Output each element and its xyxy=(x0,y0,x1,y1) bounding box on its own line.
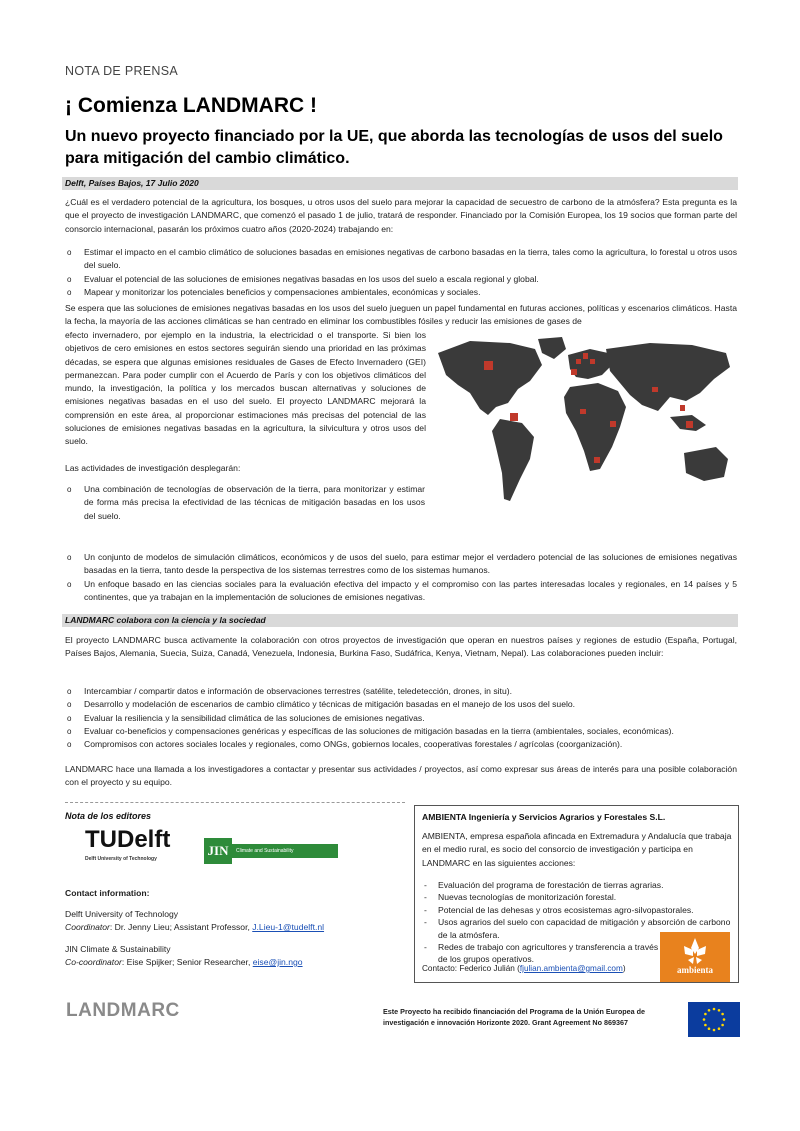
eu-stars-icon xyxy=(688,1002,740,1037)
tudelft-logo-text: TUDelft xyxy=(85,826,171,853)
list-item: o Evaluar la resiliencia y la sensibilidad climática de las soluciones de emisiones negativas. xyxy=(65,712,737,725)
org2-role: Co-coordinator xyxy=(65,957,122,967)
greenland-shape xyxy=(538,337,566,359)
list-item: o Evaluar co-beneficios y compensaciones genéricas y específicas de las soluciones de mitigación basadas en la tierra (ambientales, sociales, económicas). xyxy=(65,725,737,738)
map-marker xyxy=(686,421,693,428)
list-item xyxy=(422,941,660,966)
dash-bullet: - xyxy=(424,904,427,915)
map-marker xyxy=(680,405,685,411)
intro-bullet-list xyxy=(65,246,737,299)
map-marker xyxy=(571,369,577,375)
org1-person: : Dr. Jenny Lieu; Assistant Professor, xyxy=(109,922,253,932)
action-text: Evaluación del programa de forestación de tierras agrarias. xyxy=(438,880,664,890)
divider xyxy=(65,802,405,803)
list-item xyxy=(422,879,734,891)
action-text: Potencial de las dehesas y otros ecosistemas agro-silvopastorales. xyxy=(438,904,694,915)
context-paragraph-top: Se espera que las soluciones de emisiones negativas basadas en los usos del suelo jueguen un papel fundamental en futuras acciones, políticas y escenarios climáticos. Hasta la fecha, la mayoría de las acciones climáticas se han centrado en eliminar los combustibles fósiles y reducir las emisiones de gases de xyxy=(65,303,737,327)
ambienta-heading: AMBIENTA Ingeniería y Servicios Agrarios y Forestales S.L. xyxy=(422,812,666,822)
collab-bullet-list xyxy=(65,685,737,751)
org1-contact xyxy=(65,921,324,934)
landmarc-brand: LANDMARC xyxy=(66,1000,180,1021)
dash-bullet: - xyxy=(424,942,427,953)
ambienta-logo-text: ambienta xyxy=(677,965,713,975)
world-map-image xyxy=(430,335,740,515)
collab-closing: LANDMARC hace una llamada a los investigadores a contactar y presentar sus actividades / proyectos, así como expresar sus áreas de interés para una posible colaboración con el proyecto y su equipo. xyxy=(65,764,737,788)
list-item: o Intercambiar / compartir datos e información de observaciones terrestres (satélite, teledetección, drones, in situ). xyxy=(65,685,737,698)
action-text: Nuevas tecnologías de monitorización forestal. xyxy=(438,892,617,903)
list-item: o Evaluar el potencial de las soluciones de emisiones negativas basadas en los usos del suelo a escala regional y global. xyxy=(65,273,737,286)
collab-paragraph: El proyecto LANDMARC busca activamente la colaboración con otros proyectos de investigación que operan en nuestros países y regiones de estudio (España, Portugal, Países Bajos, Alemania, Suecia, Suiza, Canadá, Venezuela, Indonesia, Burkina Faso, Sudáfrica, Kenya, Vietnam, Nepal). Las colaboraciones pueden incluir: xyxy=(65,635,737,659)
funding-statement: Este Proyecto ha recibido financiación del Programa de la Unión Europea de investigación e innovación Horizonte 2020. Grant Agreement No 869367 xyxy=(383,1007,646,1027)
org1-email-link[interactable]: J.Lieu-1@tudelft.nl xyxy=(252,922,325,932)
activities-label: Las actividades de investigación desplegarán: xyxy=(65,463,241,473)
tudelft-logo xyxy=(85,826,170,862)
dash-bullet: - xyxy=(424,917,427,928)
map-marker xyxy=(594,457,600,463)
eu-flag xyxy=(688,1002,740,1037)
jin-logo xyxy=(204,838,338,864)
map-marker xyxy=(652,387,658,392)
list-item: o Mapear y monitorizar los potenciales beneficios y compensaciones ambientales, económicas y sociales. xyxy=(65,286,737,299)
page-title: ¡ Comienza LANDMARC ! xyxy=(65,94,317,117)
dash-bullet: - xyxy=(424,880,427,890)
ambienta-logo xyxy=(660,932,730,982)
asia-shape xyxy=(606,343,730,411)
press-release-kicker: NOTA DE PRENSA xyxy=(65,64,179,78)
list-item: o Una combinación de tecnologías de observación de la tierra, para monitorizar y estimar de forma más precisa la efectividad de las técnicas de mitigación basadas en los usos del suelo. xyxy=(65,483,425,523)
list-item xyxy=(422,891,734,903)
org1-name: Delft University of Technology xyxy=(65,909,179,919)
org2-email-link[interactable]: eise@jin.ngo xyxy=(252,957,303,967)
org2-name: JIN Climate & Sustainability xyxy=(65,944,171,954)
map-marker xyxy=(590,359,595,364)
ambienta-email-link[interactable]: fjulian.ambienta@gmail.com xyxy=(519,964,623,973)
activities-list-top xyxy=(65,483,425,523)
collab-heading-bar: LANDMARC colabora con la ciencia y la sociedad xyxy=(62,614,738,627)
jin-logo-tag: Climate and Sustainability xyxy=(232,844,338,858)
jin-logo-mark: JIN xyxy=(204,838,232,864)
org2-contact xyxy=(65,956,303,969)
list-item: o Un conjunto de modelos de simulación climáticos, económicos y de usos del suelo, para estimar mejor el verdadero potencial de las soluciones de emisiones negativas basadas en la tierra, tanto desde la perspectiva de los sistemas terrestres como de los sistemas humanos. xyxy=(65,551,737,578)
map-marker xyxy=(576,359,581,364)
map-marker xyxy=(610,421,616,427)
map-marker xyxy=(484,361,493,370)
north-america-shape xyxy=(438,341,542,415)
australia-shape xyxy=(684,447,728,481)
ambienta-paragraph: AMBIENTA, empresa española afincada en Extremadura y Andalucía que trabaja en el medio rural, es socio del consorcio de investigación y participa en LANDMARC en las siguientes acciones: xyxy=(422,831,732,868)
tudelft-logo-sub: Delft University of Technology xyxy=(85,856,157,862)
map-marker xyxy=(580,409,586,414)
dash-bullet: - xyxy=(424,892,427,903)
ambienta-contact-close: ) xyxy=(622,964,626,973)
context-paragraph-left: efecto invernadero, por ejemplo en la industria, la electricidad o el transporte. Si bien los objetivos de cero emisiones en estos sectores seguirán siendo una prioridad en las próximas décadas, se espera que algunas emisiones residuales de Gases de Efecto Invernadero (GEI) permanezcan. Para poder cumplir con el Acuerdo de París y con los objetivos climáticos del mundo, la investigación, la política y los mercados buscan alternativas y soluciones de emisiones negativas basadas en el uso del suelo. El proyecto LANDMARC mejorará la comprensión en este área, al proporcionar estimaciones más precisas del potencial de las soluciones de emisiones negativas basadas en la agricultura, la silvicultura y otros usos del suelo. xyxy=(65,330,426,447)
dateline-bar: Delft, Países Bajos, 17 Julio 2020 xyxy=(62,177,738,190)
list-item: o Estimar el impacto en el cambio climático de soluciones basadas en emisiones negativas de carbono basadas en la tierra, tales como la agricultura, lo forestal u otros usos del suelo. xyxy=(65,246,737,273)
list-item: o Un enfoque basado en las ciencias sociales para la evaluación efectiva del impacto y el compromiso con las partes interesadas locales y regionales, en 14 países y 5 continentes, que ya trabajan en la implementación de soluciones de emisiones negativas. xyxy=(65,578,737,605)
org2-person: : Eise Spijker; Senior Researcher, xyxy=(121,957,253,967)
ambienta-contact-label: Contacto: Federico Julián ( xyxy=(422,964,520,973)
south-america-shape xyxy=(492,419,534,501)
page-subtitle: Un nuevo proyecto financiado por la UE, que aborda las tecnologías de usos del suelo para mitigación del cambio climático. xyxy=(65,128,723,167)
ambienta-contact xyxy=(422,964,626,973)
list-item xyxy=(422,904,734,916)
list-item: o Desarrollo y modelación de escenarios de cambio climático y técnicas de mitigación basadas en el manejo de los usos del suelo. xyxy=(65,698,737,711)
org1-role: Coordinator xyxy=(65,922,110,932)
map-land xyxy=(438,337,730,501)
editors-heading: Nota de los editores xyxy=(65,811,152,821)
action-text: Redes de trabajo con agricultores y transferencia a través de los grupos operativos. xyxy=(438,942,659,965)
list-item: o Compromisos con actores sociales locales y regionales, como ONGs, gobiernos locales, cooperativas forestales / agrícolas (coorganización). xyxy=(65,738,737,751)
activities-list-bottom xyxy=(65,551,737,604)
map-marker xyxy=(510,413,518,421)
contact-heading: Contact information: xyxy=(65,888,150,898)
action-text: Usos agrarios del suelo con capacidad de mitigación y absorción de carbono de la atmósfera. xyxy=(438,917,731,940)
map-marker xyxy=(583,353,588,359)
intro-paragraph: ¿Cuál es el verdadero potencial de la agricultura, los bosques, u otros usos del suelo para mejorar la capacidad de secuestro de carbono de la atmósfera? Esta pregunta es la que el proyecto de investigación LANDMARC, que comenzó el pasado 1 de julio, tratará de responder. Financiado por la Comisión Europea, los 19 socios que forman parte del consorcio internacional, pasarán los próximos cuatro años (2020-2024) trabajando en: xyxy=(65,197,737,234)
